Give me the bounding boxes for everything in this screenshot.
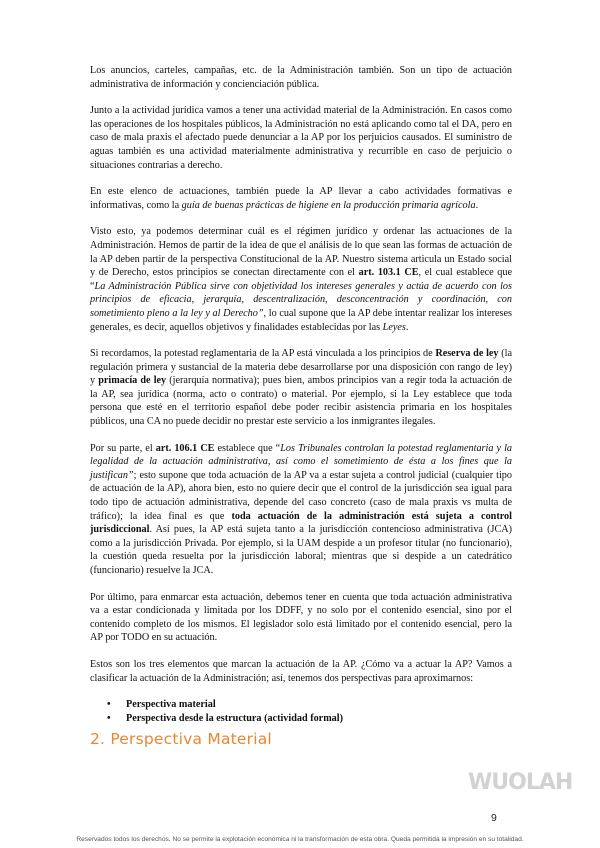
page-number: 9 — [491, 812, 497, 824]
text-run: Por su parte, el — [90, 442, 156, 454]
paragraph — [90, 64, 512, 91]
text-run: , lo cual supone que la AP debe intentar realizar los intereses generales, es decir, aquellos objetivos y finalidades establecidas por las — [90, 307, 512, 333]
text-run: . Así pues, la AP está sujeta tanto a la jurisdicción contencioso administrativa (JCA) como a la jurisdicción Privada. Por ejemplo, si la UAM despide a un profesor titular (no funcionario), la cuestión queda resuelta por la jurisdicción laboral; mientras que si despide a un catedrático (funcionario) resuelve la JCA. — [90, 524, 512, 576]
text-run: Por último, para enmarcar esta actuación, debemos tener en cuenta que toda actuación administrativa va a estar condicionada y limitada por los DDFF, y no solo por el contenido esencial, sino por el contenido completo de los mismos. El legislador solo está limitado por el contenido esencial, pero la AP por TODO en su actuación. — [90, 591, 512, 644]
paragraph — [90, 347, 512, 429]
text-run: . — [475, 199, 479, 211]
text-run: (jerarquía normativa); pues bien, ambos principios van a regir toda la actuación de la AP, sea jurídica (norma, acto o contrato) o material. Por ejemplo, si la Ley establece que toda persona que esté en el territorio español debe poder recibir asistencia primaria en los hospitales públicos, una CA no puede decidir no prestar este servicio a los inmigrantes ilegales. — [90, 375, 512, 428]
bullet-item: • Perspectiva material — [126, 698, 512, 712]
copyright-footer: Reservados todos los derechos. No se permite la explotación económica ni la transformación de esta obra. Queda permitida la impresión en su totalidad. — [76, 836, 524, 843]
bold-text: art. 103.1 CE — [358, 267, 419, 279]
paragraph — [90, 185, 512, 212]
italic-text: La Administración Pública sirve con objetividad los intereses generales y actúa de acuerdo con los principios de eficacia, jerarquía, descentralización, desconcentración y coordinación, con sometimiento pleno a la ley y al Derecho” — [90, 280, 512, 319]
paragraph — [90, 658, 512, 685]
bullet-list — [90, 698, 512, 725]
text-run: establece que “ — [214, 442, 281, 454]
bullet-item: • Perspectiva desde la estructura (actividad formal) — [126, 712, 512, 726]
text-run: ; esto supone que toda actuación de la AP va a estar sujeta a control judicial (cualquier tipo de actuación de la AP), ahora bien, esto no quiere decir que el control de la jurisdicción sea igual para todo tipo de actuación administrativa, depende del caso concreto (caso de mala praxis vs multa de tráfico); la idea final es que — [90, 469, 512, 522]
italic-text: guía de buenas prácticas de higiene en la producción primaria agrícola — [181, 199, 476, 211]
text-run: Junto a la actividad jurídica vamos a tener una actividad material de la Administración. En casos como las operaciones de los hospitales públicos, la Administración no está aplicando como tal el DA, pero en caso de mala praxis el afectado puede denunciar a la AP por los perjuicios causados. El suministro de aguas también es una actividad materialmente administrativa y recurrible en caso de perjuicio o situaciones contrarias a derecho. — [90, 105, 512, 171]
paragraph-list — [90, 64, 512, 685]
bold-text: art. 106.1 CE — [155, 442, 215, 454]
text-run: Estos son los tres elementos que marcan la actuación de la AP. ¿Cómo va a actuar la AP? Vamos a clasificar la actuación de la Administración; así, tenemos dos perspectivas para aproximarnos: — [90, 658, 512, 684]
bold-text: Reserva de ley — [435, 348, 499, 360]
paragraph — [90, 591, 512, 645]
section-heading: 2. Perspectiva Material — [90, 730, 272, 749]
text-run: , el cual establece que “ — [90, 267, 512, 292]
text-run: En este elenco de actuaciones, también puede la AP llevar a cabo actividades formativas e informativas, como la — [90, 186, 512, 211]
text-run: . — [405, 321, 409, 333]
document-body — [90, 64, 512, 747]
paragraph — [90, 442, 512, 578]
wuolah-logo: WUOLAH — [468, 770, 573, 795]
text-run: Los anuncios, carteles, campañas, etc. de la Administración también. Son un tipo de actuación administrativa de información y concienciación pública. — [90, 65, 512, 90]
italic-text: Los Tribunales controlan la potestad reglamentaria y la legalidad de la actuación administrativa, así como el sometimiento de ésta a los fines que la justifican” — [90, 442, 512, 481]
bold-text: toda actuación de la administración está sujeta a control jurisdiccional — [90, 510, 512, 536]
paragraph — [90, 225, 512, 334]
paragraph — [90, 104, 512, 172]
italic-text: Leyes — [382, 321, 406, 333]
bold-text: primacía de ley — [98, 375, 167, 387]
text-run: Visto esto, ya podemos determinar cuál es el régimen jurídico y ordenar las actuaciones de la Administración. Hemos de partir de la idea de que el análisis de lo que sean las formas de actuación de la AP deben partir de la perspectiva Constitucional de la AP. Nuestro sistema articula un Estado social y de Derecho, estos principios se conectan directamente con el — [90, 226, 512, 279]
text-run: (la regulación primera y sustancial de la materia debe desarrollarse por una disposición con rango de ley) y — [90, 348, 512, 387]
text-run: Si recordamos, la potestad reglamentaria de la AP está vinculada a los principios de — [90, 348, 436, 360]
